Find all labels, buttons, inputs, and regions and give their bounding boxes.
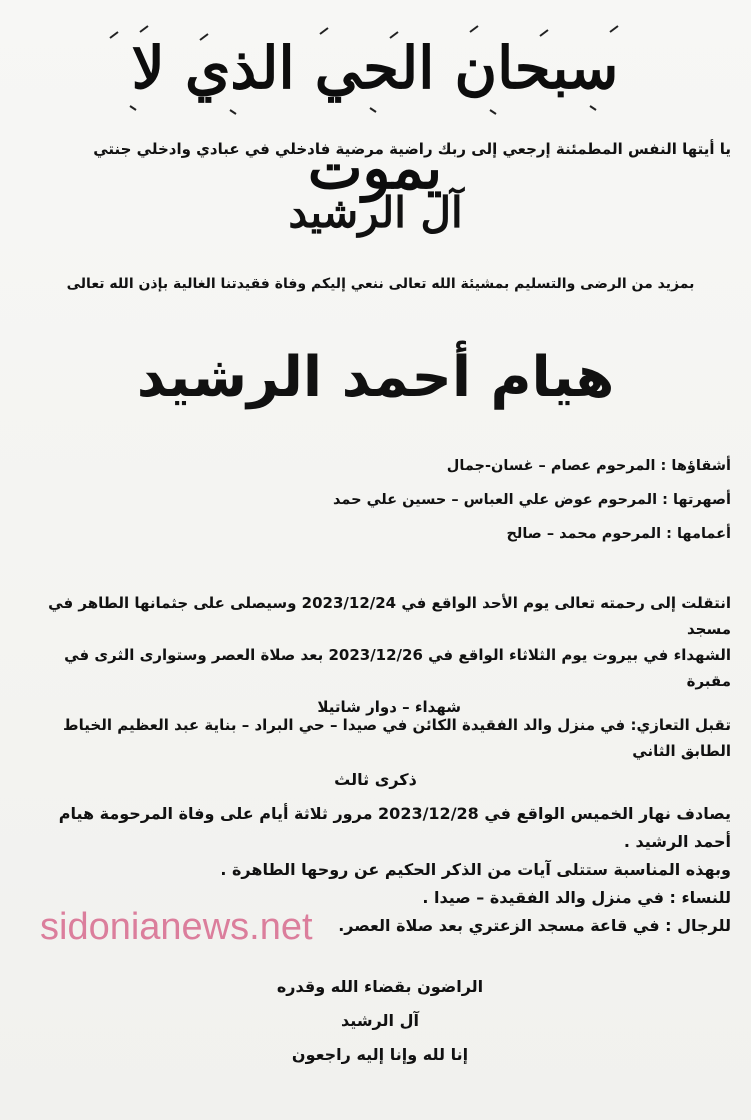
- memorial-line-5: للرجال : في قاعة مسجد الزعتري بعد صلاة العصر.: [338, 916, 731, 935]
- calligraphy-ornament: [70, 18, 680, 118]
- announcement-intro: بمزيد من الرضى والتسليم بمشيئة الله تعالى ننعي إليكم وفاة فقيدتنا الغالية بإذن الله تعالى: [66, 276, 695, 292]
- relatives-brothers: أشقاؤها : المرحوم عصام – غسان-جمال: [446, 458, 731, 474]
- calligraphy-text: سبحان الحي الذي لا يموت: [131, 34, 619, 202]
- deceased-name: هيام أحمد الرشيد: [136, 345, 615, 410]
- closing-line-3: إنا لله وإنا إليه راجعون: [291, 1045, 469, 1064]
- condolences-line-1: تقبل التعازي: في منزل والد الفقيدة الكائن في صيدا – حي البراد – بناية عبد العظيم الخياط: [63, 716, 731, 734]
- closing-line-2: آل الرشيد: [341, 1011, 419, 1030]
- quran-verse: يا أيتها النفس المطمئنة إرجعي إلى ربك راضية مرضية فادخلي في عبادي وادخلي جنتي: [93, 140, 731, 158]
- passing-line-2: الشهداء في بيروت يوم الثلاثاء الواقع في 2023/12/26 بعد صلاة العصر وستوارى الثرى في مقبرة: [64, 646, 731, 690]
- memorial-line-4: للنساء : في منزل والد الفقيدة – صيدا .: [422, 888, 731, 907]
- closing-line-1: الراضون بقضاء الله وقدره: [276, 977, 484, 996]
- relatives-uncles: أعمامها : المرحوم محمد – صالح: [506, 526, 731, 542]
- closing-signature: [240, 970, 520, 1072]
- relatives-brothers-in-law: أصهرتها : المرحوم عوض علي العباس – حسين علي حمد: [332, 492, 731, 508]
- site-watermark: sidonianews.net: [40, 906, 313, 948]
- memorial-title: ذكرى ثالث: [334, 770, 417, 789]
- condolences-line-2: الطابق الثاني: [632, 742, 731, 760]
- relatives-list: [31, 455, 731, 557]
- memorial-line-1: يصادف نهار الخميس الواقع في 2023/12/28 مرور ثلاثة أيام على وفاة المرحومة هيام: [58, 804, 731, 823]
- memorial-line-2: أحمد الرشيد .: [623, 832, 731, 851]
- passing-line-1: انتقلت إلى رحمته تعالى يوم الأحد الواقع في 2023/12/24 وسيصلى على جثمانها الطاهر في مسجد: [48, 594, 731, 638]
- memorial-line-3: وبهذه المناسبة ستتلى آيات من الذكر الحكيم عن روحها الطاهرة .: [220, 860, 731, 879]
- family-title: آل الرشيد: [288, 188, 463, 237]
- condolences-details: [30, 712, 731, 764]
- passing-details: [30, 590, 731, 720]
- passing-line-3: شهداء – دوار شاتيلا: [317, 698, 461, 716]
